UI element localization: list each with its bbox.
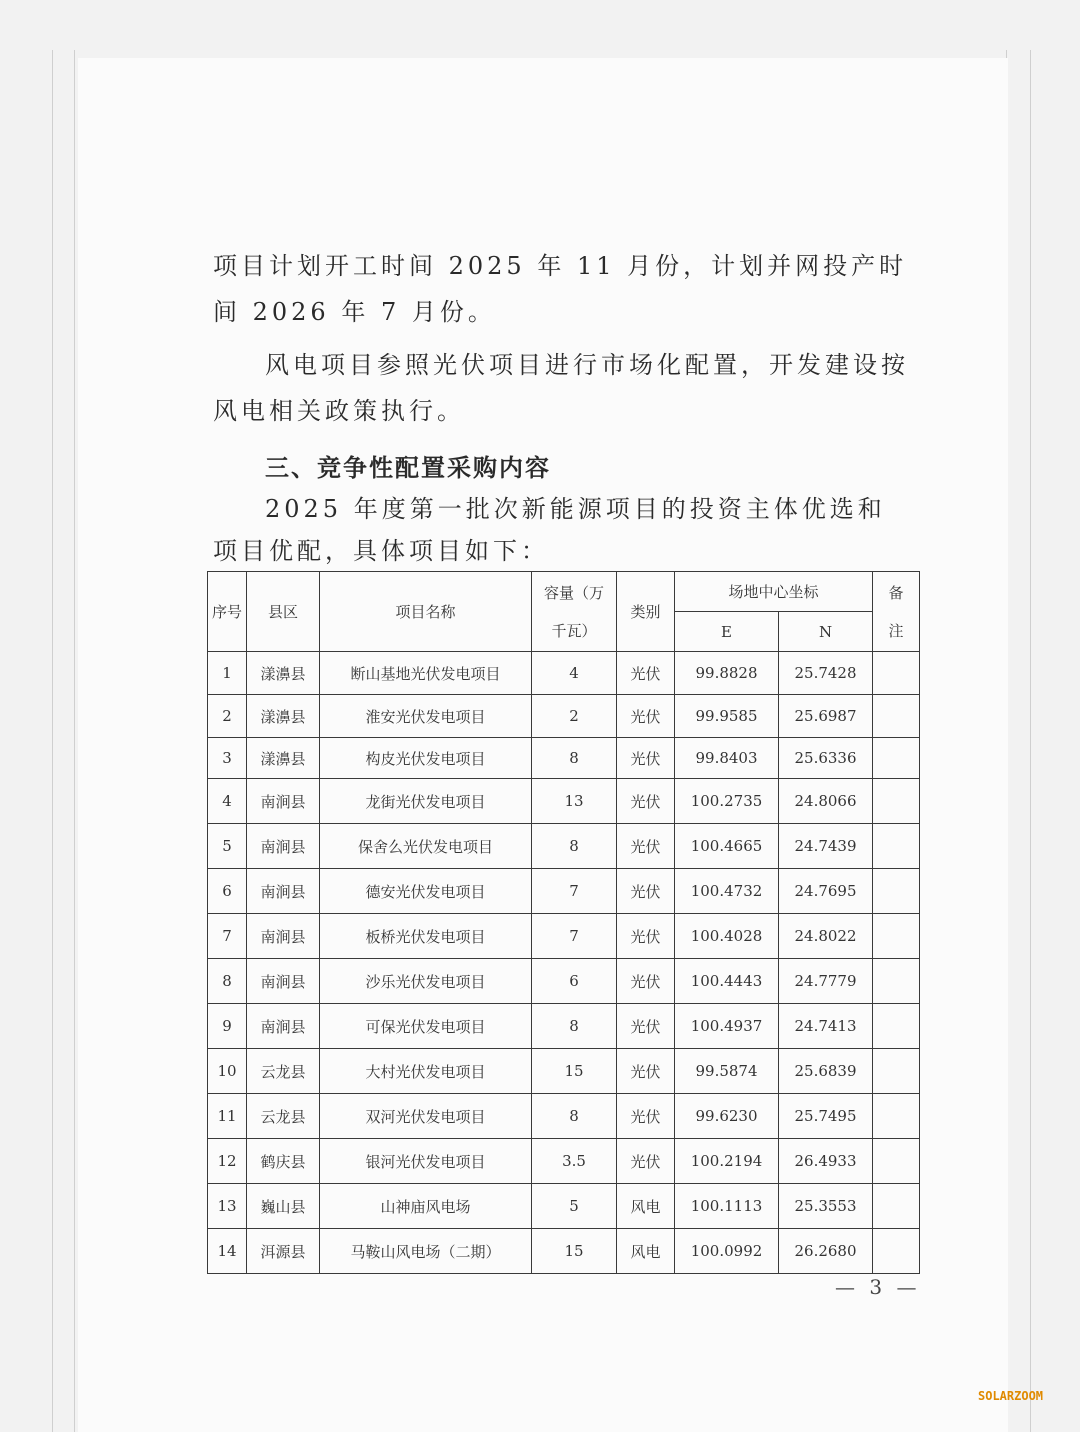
cell-seq: 10 bbox=[208, 1049, 247, 1094]
cell-type: 光伏 bbox=[617, 1094, 675, 1139]
cell-capacity: 8 bbox=[532, 738, 617, 779]
cell-seq: 8 bbox=[208, 959, 247, 1004]
cell-name: 德安光伏发电项目 bbox=[320, 869, 532, 914]
cell-e: 100.4937 bbox=[675, 1004, 779, 1049]
cell-seq: 5 bbox=[208, 824, 247, 869]
cell-capacity: 8 bbox=[532, 824, 617, 869]
table-row bbox=[208, 738, 920, 779]
header-type: 类别 bbox=[617, 572, 675, 652]
section-heading: 三、竞争性配置采购内容 bbox=[265, 454, 551, 482]
cell-type: 光伏 bbox=[617, 824, 675, 869]
project-table bbox=[207, 571, 920, 1274]
cell-remark bbox=[873, 779, 920, 824]
cell-remark bbox=[873, 1184, 920, 1229]
cell-e: 100.4665 bbox=[675, 824, 779, 869]
cell-type: 光伏 bbox=[617, 738, 675, 779]
header-capacity: 容量（万千瓦） bbox=[532, 572, 617, 652]
cell-remark bbox=[873, 1094, 920, 1139]
cell-name: 马鞍山风电场（二期） bbox=[320, 1229, 532, 1274]
cell-type: 光伏 bbox=[617, 1004, 675, 1049]
page-edge-line bbox=[52, 50, 53, 1432]
cell-seq: 14 bbox=[208, 1229, 247, 1274]
cell-capacity: 3.5 bbox=[532, 1139, 617, 1184]
table-row bbox=[208, 1184, 920, 1229]
cell-e: 99.5874 bbox=[675, 1049, 779, 1094]
cell-name: 山神庙风电场 bbox=[320, 1184, 532, 1229]
paragraph-wind: 风电项目参照光伏项目进行市场化配置，开发建设按风电相关政策执行。 bbox=[213, 351, 909, 425]
cell-capacity: 15 bbox=[532, 1229, 617, 1274]
table-row bbox=[208, 869, 920, 914]
cell-seq: 9 bbox=[208, 1004, 247, 1049]
cell-e: 99.6230 bbox=[675, 1094, 779, 1139]
cell-capacity: 13 bbox=[532, 779, 617, 824]
cell-name: 可保光伏发电项目 bbox=[320, 1004, 532, 1049]
page-edge-line bbox=[1030, 50, 1031, 1432]
cell-county: 云龙县 bbox=[247, 1094, 320, 1139]
cell-type: 光伏 bbox=[617, 1139, 675, 1184]
cell-capacity: 6 bbox=[532, 959, 617, 1004]
cell-name: 大村光伏发电项目 bbox=[320, 1049, 532, 1094]
header-remark: 备注 bbox=[873, 572, 920, 652]
cell-type: 光伏 bbox=[617, 1049, 675, 1094]
cell-county: 洱源县 bbox=[247, 1229, 320, 1274]
cell-remark bbox=[873, 869, 920, 914]
cell-name: 构皮光伏发电项目 bbox=[320, 738, 532, 779]
cell-e: 100.0992 bbox=[675, 1229, 779, 1274]
cell-n: 25.6839 bbox=[779, 1049, 873, 1094]
cell-n: 25.7428 bbox=[779, 652, 873, 695]
cell-name: 保舍么光伏发电项目 bbox=[320, 824, 532, 869]
header-county: 县区 bbox=[247, 572, 320, 652]
cell-n: 26.2680 bbox=[779, 1229, 873, 1274]
cell-n: 24.7779 bbox=[779, 959, 873, 1004]
cell-n: 25.6987 bbox=[779, 695, 873, 738]
cell-capacity: 15 bbox=[532, 1049, 617, 1094]
watermark: SOLARZOOM bbox=[978, 1389, 1044, 1403]
header-seq: 序号 bbox=[208, 572, 247, 652]
cell-e: 99.9585 bbox=[675, 695, 779, 738]
table-row bbox=[208, 1049, 920, 1094]
cell-remark bbox=[873, 1004, 920, 1049]
cell-n: 25.3553 bbox=[779, 1184, 873, 1229]
cell-e: 100.4732 bbox=[675, 869, 779, 914]
table-row bbox=[208, 1004, 920, 1049]
cell-n: 24.8066 bbox=[779, 779, 873, 824]
cell-n: 24.8022 bbox=[779, 914, 873, 959]
cell-seq: 7 bbox=[208, 914, 247, 959]
table-row bbox=[208, 1139, 920, 1184]
cell-name: 银河光伏发电项目 bbox=[320, 1139, 532, 1184]
cell-remark bbox=[873, 1229, 920, 1274]
cell-remark bbox=[873, 959, 920, 1004]
cell-type: 光伏 bbox=[617, 914, 675, 959]
cell-n: 24.7413 bbox=[779, 1004, 873, 1049]
cell-name: 淮安光伏发电项目 bbox=[320, 695, 532, 738]
cell-county: 南涧县 bbox=[247, 869, 320, 914]
cell-capacity: 4 bbox=[532, 652, 617, 695]
cell-seq: 11 bbox=[208, 1094, 247, 1139]
cell-type: 光伏 bbox=[617, 652, 675, 695]
cell-county: 南涧县 bbox=[247, 959, 320, 1004]
cell-type: 光伏 bbox=[617, 959, 675, 1004]
cell-name: 龙街光伏发电项目 bbox=[320, 779, 532, 824]
cell-remark bbox=[873, 824, 920, 869]
table-row bbox=[208, 959, 920, 1004]
cell-county: 漾濞县 bbox=[247, 652, 320, 695]
cell-name: 沙乐光伏发电项目 bbox=[320, 959, 532, 1004]
cell-capacity: 8 bbox=[532, 1004, 617, 1049]
cell-n: 25.6336 bbox=[779, 738, 873, 779]
table-row bbox=[208, 1229, 920, 1274]
cell-type: 风电 bbox=[617, 1184, 675, 1229]
cell-county: 南涧县 bbox=[247, 779, 320, 824]
cell-type: 光伏 bbox=[617, 779, 675, 824]
cell-seq: 2 bbox=[208, 695, 247, 738]
cell-seq: 4 bbox=[208, 779, 247, 824]
cell-county: 南涧县 bbox=[247, 1004, 320, 1049]
cell-n: 24.7439 bbox=[779, 824, 873, 869]
cell-seq: 6 bbox=[208, 869, 247, 914]
cell-seq: 1 bbox=[208, 652, 247, 695]
cell-remark bbox=[873, 695, 920, 738]
table-row bbox=[208, 652, 920, 695]
paragraph-schedule: 项目计划开工时间 2025 年 11 月份，计划并网投产时间 2026 年 7 月份。 bbox=[213, 252, 908, 326]
cell-remark bbox=[873, 738, 920, 779]
cell-seq: 3 bbox=[208, 738, 247, 779]
header-n: N bbox=[779, 612, 873, 652]
header-e: E bbox=[675, 612, 779, 652]
cell-seq: 12 bbox=[208, 1139, 247, 1184]
cell-name: 板桥光伏发电项目 bbox=[320, 914, 532, 959]
cell-seq: 13 bbox=[208, 1184, 247, 1229]
cell-remark bbox=[873, 914, 920, 959]
cell-e: 100.2194 bbox=[675, 1139, 779, 1184]
cell-name: 断山基地光伏发电项目 bbox=[320, 652, 532, 695]
cell-capacity: 2 bbox=[532, 695, 617, 738]
cell-capacity: 8 bbox=[532, 1094, 617, 1139]
cell-type: 光伏 bbox=[617, 695, 675, 738]
cell-n: 25.7495 bbox=[779, 1094, 873, 1139]
cell-n: 24.7695 bbox=[779, 869, 873, 914]
cell-e: 100.4443 bbox=[675, 959, 779, 1004]
cell-county: 漾濞县 bbox=[247, 695, 320, 738]
cell-county: 云龙县 bbox=[247, 1049, 320, 1094]
cell-n: 26.4933 bbox=[779, 1139, 873, 1184]
table-row bbox=[208, 1094, 920, 1139]
table-row bbox=[208, 695, 920, 738]
cell-e: 99.8403 bbox=[675, 738, 779, 779]
cell-e: 99.8828 bbox=[675, 652, 779, 695]
table-row bbox=[208, 824, 920, 869]
cell-county: 鹤庆县 bbox=[247, 1139, 320, 1184]
paragraph-intro: 2025 年度第一批次新能源项目的投资主体优选和项目优配，具体项目如下： bbox=[213, 495, 886, 565]
cell-capacity: 5 bbox=[532, 1184, 617, 1229]
cell-name: 双河光伏发电项目 bbox=[320, 1094, 532, 1139]
cell-county: 南涧县 bbox=[247, 824, 320, 869]
cell-remark bbox=[873, 1139, 920, 1184]
cell-capacity: 7 bbox=[532, 869, 617, 914]
cell-type: 风电 bbox=[617, 1229, 675, 1274]
table-row bbox=[208, 914, 920, 959]
cell-county: 巍山县 bbox=[247, 1184, 320, 1229]
cell-remark bbox=[873, 1049, 920, 1094]
cell-county: 漾濞县 bbox=[247, 738, 320, 779]
page-number: — 3 — bbox=[835, 1275, 921, 1299]
header-project-name: 项目名称 bbox=[320, 572, 532, 652]
cell-remark bbox=[873, 652, 920, 695]
page-edge-line bbox=[74, 50, 75, 1432]
cell-e: 100.2735 bbox=[675, 779, 779, 824]
cell-type: 光伏 bbox=[617, 869, 675, 914]
cell-county: 南涧县 bbox=[247, 914, 320, 959]
cell-capacity: 7 bbox=[532, 914, 617, 959]
table-row bbox=[208, 779, 920, 824]
header-coordinates: 场地中心坐标 bbox=[675, 572, 873, 612]
cell-e: 100.4028 bbox=[675, 914, 779, 959]
cell-e: 100.1113 bbox=[675, 1184, 779, 1229]
